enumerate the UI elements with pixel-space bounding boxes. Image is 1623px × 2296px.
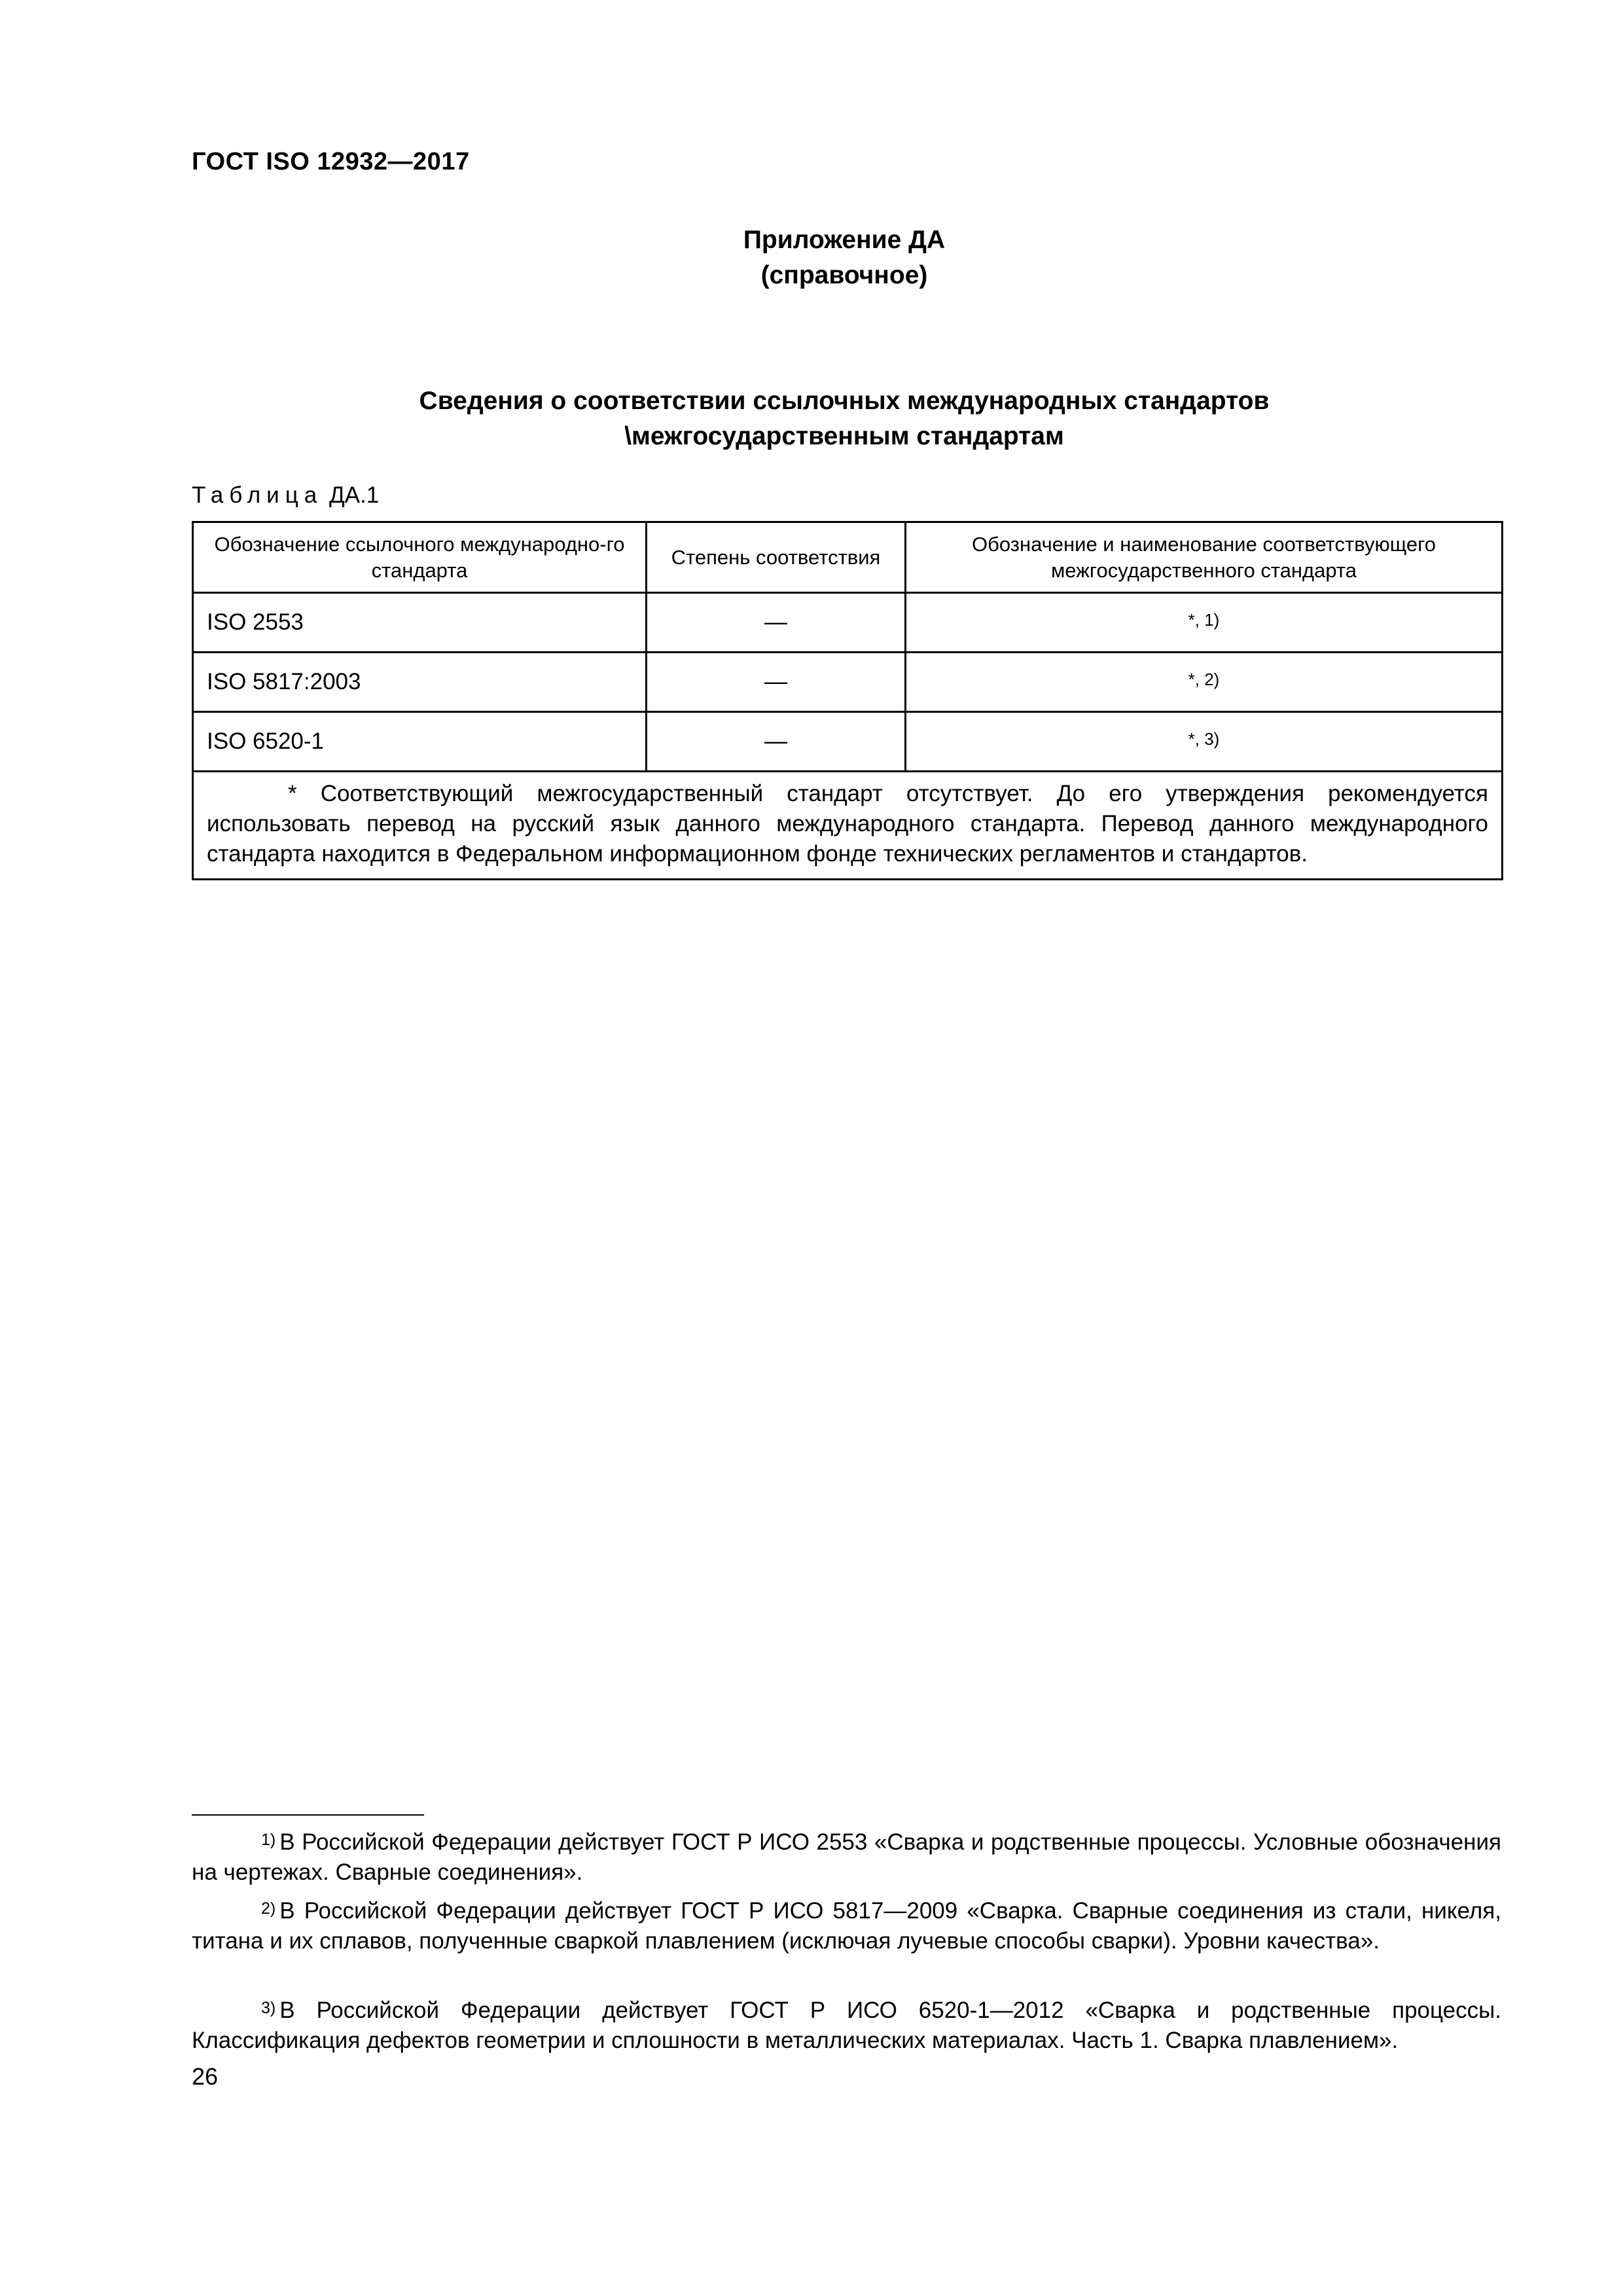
footnote-3-mark: 3)	[261, 1999, 276, 2017]
footnote-mark: *, 3)	[1188, 729, 1220, 749]
annex-name: Приложение ДА	[743, 226, 946, 254]
reference-standard-cell: ISO 6520-1	[193, 712, 647, 772]
table-caption-number: ДА.1	[329, 482, 380, 508]
interstate-standard-cell	[906, 653, 1503, 712]
header-cell-reference: Обозначение ссылочного международно-го стандарта	[193, 522, 647, 593]
table-note-text: * Соответствующий межгосударственный стандарт отсутствует. До его утверждения рекомендуется использовать перевод на русский язык данного международного стандарта. Перевод данного международного стандарта находится в Федеральном информационном фонде технических регламентов и стандартов.	[207, 781, 1488, 867]
header-cell-interstate: Обозначение и наименование соответствующего межгосударственного стандарта	[906, 522, 1503, 593]
footnote-3	[192, 1996, 1501, 2056]
interstate-standard-cell	[906, 593, 1503, 653]
annex-title-line-1: Сведения о соответствии ссылочных международных стандартов	[419, 387, 1270, 415]
annex-heading	[0, 223, 1623, 293]
reference-standard-cell: ISO 2553	[193, 593, 647, 653]
interstate-standard-cell	[906, 712, 1503, 772]
annex-title-line-2: \межгосударственным стандартам	[624, 422, 1064, 450]
footnote-mark: *, 2)	[1188, 670, 1220, 689]
header-cell-degree: Степень соответствия	[647, 522, 906, 593]
footnote-1	[192, 1827, 1501, 1888]
degree-cell: —	[647, 593, 906, 653]
document-header: ГОСТ ISO 12932—2017	[192, 148, 470, 175]
table-row	[193, 653, 1503, 712]
footnote-1-mark: 1)	[261, 1831, 276, 1849]
annex-title	[0, 384, 1623, 454]
correspondence-table	[192, 521, 1503, 880]
degree-cell: —	[647, 712, 906, 772]
table-caption-word: Таблица	[192, 482, 323, 508]
footnote-2	[192, 1896, 1501, 1956]
table-caption	[192, 482, 379, 509]
footnote-2-mark: 2)	[261, 1899, 276, 1918]
annex-status: (справочное)	[760, 261, 928, 289]
table-note-row	[193, 772, 1503, 880]
page-number: 26	[192, 2063, 219, 2090]
footnote-mark: *, 1)	[1188, 610, 1220, 630]
footnote-2-text: В Российской Федерации действует ГОСТ Р ИСО 5817—2009 «Сварка. Сварные соединения из стали, никеля, титана и их сплавов, полученные сваркой плавлением (исключая лучевые способы сварки). Уровни качества».	[192, 1898, 1501, 1954]
degree-cell: —	[647, 653, 906, 712]
table-header-row	[193, 522, 1503, 593]
table-row	[193, 593, 1503, 653]
footnote-separator	[192, 1814, 424, 1816]
footnote-1-text: В Российской Федерации действует ГОСТ Р ИСО 2553 «Сварка и родственные процессы. Условные обозначения на чертежах. Сварные соединения».	[192, 1829, 1501, 1885]
footnote-3-text: В Российской Федерации действует ГОСТ Р ИСО 6520-1—2012 «Сварка и родственные процессы. Классификация дефектов геометрии и сплошности в металлических материалах. Часть 1. Сварка плавлением».	[192, 1998, 1501, 2053]
reference-standard-cell: ISO 5817:2003	[193, 653, 647, 712]
table-note-cell	[193, 772, 1503, 880]
table-row	[193, 712, 1503, 772]
